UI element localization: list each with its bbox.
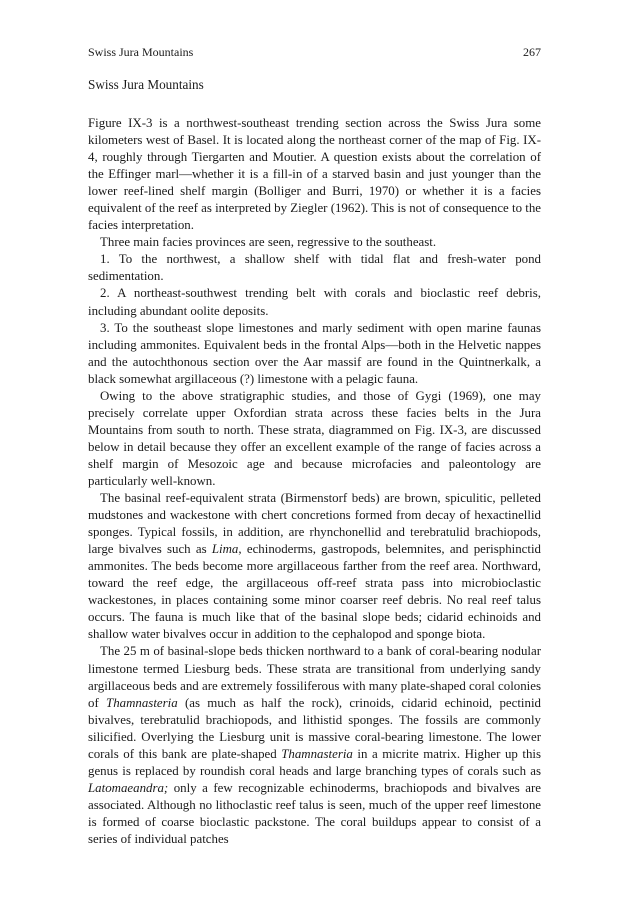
paragraph bbox=[88, 490, 541, 643]
text-run: in a micrite matrix. Higher up this genus is replaced by roundish coral heads and large branching types of corals such as bbox=[88, 746, 541, 778]
paragraph bbox=[88, 115, 541, 234]
italic-term: Thamnasteria bbox=[281, 746, 353, 761]
text-run: The 25 m of basinal-slope beds thicken northward to a bank of coral-bearing nodular limestone termed Liesburg beds. These strata are transitional from underlying sandy argillaceous beds and are extremely fossiliferous with many plate-shaped coral colonies of bbox=[88, 644, 541, 710]
paragraph bbox=[88, 388, 541, 490]
document-page bbox=[88, 44, 541, 848]
text-run: The basinal reef-equivalent strata (Birmenstorf beds) are brown, spiculitic, pelleted mudstones and wackestone with chert concretions formed from decay of hexactinellid sponges. Typical fossils, in addition, are rhynchonellid and terebratulid brachiopods, large bivalves such as bbox=[88, 491, 541, 557]
running-title: Swiss Jura Mountains bbox=[88, 45, 194, 59]
text-run: only a few recognizable echinoderms, brachiopods and bivalves are associated. Although no lithoclastic reef talus is seen, much of the upper reef limestone is formed of coarse bioclastic packstone. The coral buildups appear to consist of a series of individual patches bbox=[88, 780, 541, 846]
text-run: Figure IX-3 is a northwest-southeast trending section across the Swiss Jura some kilometers west of Basel. It is located along the northeast corner of the map of Fig. IX-4, roughly through Tiergarten and Moutier. A question exists about the correlation of the Effinger marl—whether it is a fill-in of a starved basin and just younger than the lower reef-lined shelf margin (Bolliger and Burri, 1970) or whether it is a facies equivalent of the reef as interpreted by Ziegler (1962). This is not of consequence to the facies interpretation. bbox=[88, 116, 541, 233]
paragraph bbox=[88, 251, 541, 285]
text-run: Three main facies provinces are seen, regressive to the southeast. bbox=[100, 235, 437, 250]
text-run: (as much as half the rock), crinoids, cidarid echinoid, pectinid bivalves, terebratulid brachiopods, and lithistid sponges. The fossils are commonly silicified. Overlying the Liesburg unit is massive coral-bearing limestone. The lower corals of this bank are plate-shaped bbox=[88, 695, 541, 761]
text-run: , echinoderms, gastropods, belemnites, and perisphinctid ammonites. The beds become more argillaceous farther from the reef area. Northward, toward the reef edge, the argillaceous off-reef strata pass into microbioclastic wackestones, in places containing some minor coarser reef debris. No real reef talus occurs. The fauna is much like that of the basinal slope beds; cidarid echinoids and shallow water bivalves occur in addition to the cephalopod and sponge biota. bbox=[88, 542, 541, 642]
body-text bbox=[88, 115, 541, 848]
text-run: 3. To the southeast slope limestones and marly sediment with open marine faunas including ammonites. Equivalent beds in the frontal Alps—both in the Helvetic nappes and the autochthonous section over the Aar massif are found in the Quintnerkalk, a black somewhat argillaceous (?) limestone with a pelagic fauna. bbox=[88, 320, 541, 386]
page-number: 267 bbox=[523, 45, 541, 59]
paragraph bbox=[88, 320, 541, 388]
running-header bbox=[88, 44, 541, 60]
text-run: Owing to the above stratigraphic studies, and those of Gygi (1969), one may precisely correlate upper Oxfordian strata across these facies belts in the Jura Mountains from south to north. These strata, diagrammed on Fig. IX-3, are discussed below in detail because they offer an excellent example of the range of facies across a shelf margin of Mesozoic age and because microfacies and paleontology are particularly well-known. bbox=[88, 388, 541, 488]
italic-term: Latomaeandra; bbox=[88, 780, 169, 795]
italic-term: Thamnasteria bbox=[106, 695, 178, 710]
paragraph bbox=[88, 285, 541, 319]
italic-term: Lima bbox=[211, 542, 239, 557]
section-title: Swiss Jura Mountains bbox=[88, 77, 204, 92]
paragraph bbox=[88, 234, 541, 251]
text-run: 1. To the northwest, a shallow shelf with tidal flat and fresh-water pond sedimentation. bbox=[88, 252, 541, 284]
text-run: 2. A northeast-southwest trending belt with corals and bioclastic reef debris, including abundant oolite deposits. bbox=[88, 286, 541, 318]
paragraph bbox=[88, 643, 541, 848]
